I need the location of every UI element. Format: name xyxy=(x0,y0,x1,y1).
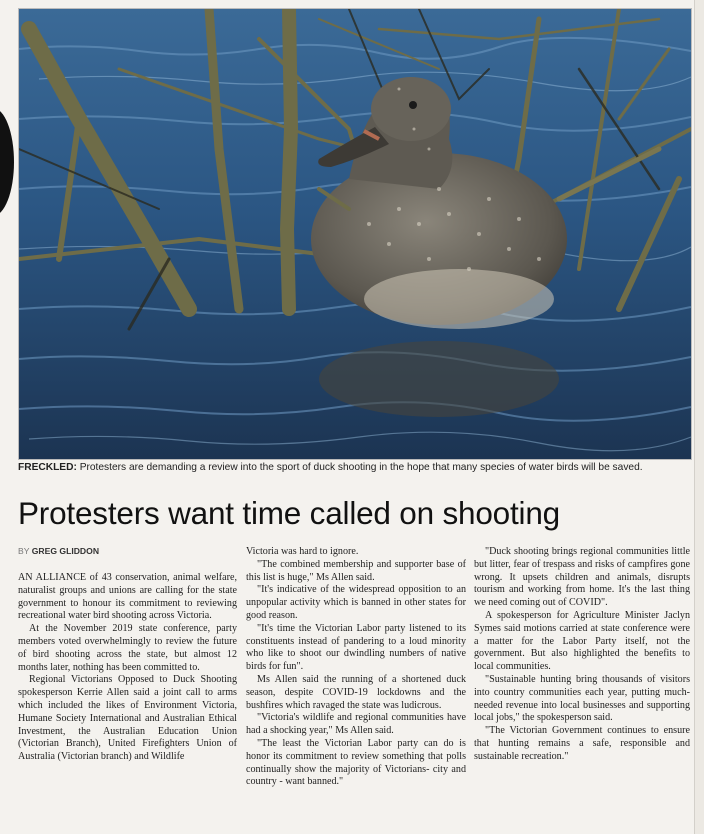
paragraph: "The combined membership and supporter base of this list is huge," Ms Allen said. xyxy=(246,558,466,583)
paragraph: Regional Victorians Opposed to Duck Shooting spokesperson Kerrie Allen said a joint call to arms which included the likes of Environment Victoria, Humane Society International and Australian Ethical Investment, the Australian Education Union (Victorian Branch), United Firefighters Union of Australia (Victorian branch) and Wildlife xyxy=(18,674,237,763)
photo-caption xyxy=(18,461,690,474)
paragraph: Ms Allen said the running of a shortened duck season, despite COVID-19 lockdowns and the bushfires which ravaged the state was ludicrous. xyxy=(246,673,466,711)
paragraph: "The Victorian Government continues to ensure that hunting remains a safe, responsible and sustainable recreation." xyxy=(474,725,690,762)
paragraph: At the November 2019 state conference, party members voted overwhelmingly to review the future of bird shooting across the state, but almost 12 months later, nothing has been committed to. xyxy=(18,623,237,673)
freckled-duck-image xyxy=(19,9,691,459)
paragraph: "It's indicative of the widespread opposition to an unpopular activity which is banned in other states for good reason. xyxy=(246,584,466,621)
article-headline: Protesters want time called on shooting xyxy=(18,495,560,531)
paragraph: "Duck shooting brings regional communities little but litter, fear of trespass and risks of campfires gone wrong. It upsets children and animals, disrupts tourism and working from home. It's the last thing we need coming out of COVID". xyxy=(474,546,690,609)
paragraph: "It's time the Victorian Labor party listened to its constituents instead of pandering to a loud minority who like to shoot our dwindling numbers of native birds for fun". xyxy=(246,622,466,673)
byline xyxy=(18,546,99,557)
paragraph: "The least the Victorian Labor party can do is honor its commitment to review something that polls continually show the majority of Victorians- city and country - want banned." xyxy=(246,737,466,788)
caption-lead: FRECKLED: xyxy=(18,462,77,473)
article-column-3 xyxy=(474,546,690,764)
author-name: GREG GLIDDON xyxy=(31,546,100,556)
paragraph: AN ALLIANCE of 43 conservation, animal welfare, naturalist groups and unions are calling for the state government to honour its commitment to reviewing recreational water bird shooting across Victoria. xyxy=(18,572,237,622)
duck-photo xyxy=(18,8,692,460)
caption-text: Protesters are demanding a review into the sport of duck shooting in the hope that many species of water birds will be saved. xyxy=(76,462,643,473)
paragraph: A spokesperson for Agriculture Minister Jaclyn Symes said motions carried at state conference were a matter for the Labor Party itself, not the government. But also highlighted the benefits to local communities. xyxy=(474,609,690,673)
byline-prefix: BY xyxy=(18,546,32,556)
paragraph: "Victoria's wildlife and regional communities have had a shocking year," Ms Allen said. xyxy=(246,712,466,737)
paragraph: "Sustainable hunting bring thousands of visitors into country communities each year, putting much-needed revenue into local businesses and supporting local jobs," the spokesperson said. xyxy=(474,673,690,724)
adjacent-page-edge xyxy=(694,0,704,834)
page-edge-shadow xyxy=(0,108,14,216)
article-column-2 xyxy=(246,546,466,789)
paragraph: Victoria was hard to ignore. xyxy=(246,546,359,557)
article-column-1 xyxy=(18,572,237,764)
